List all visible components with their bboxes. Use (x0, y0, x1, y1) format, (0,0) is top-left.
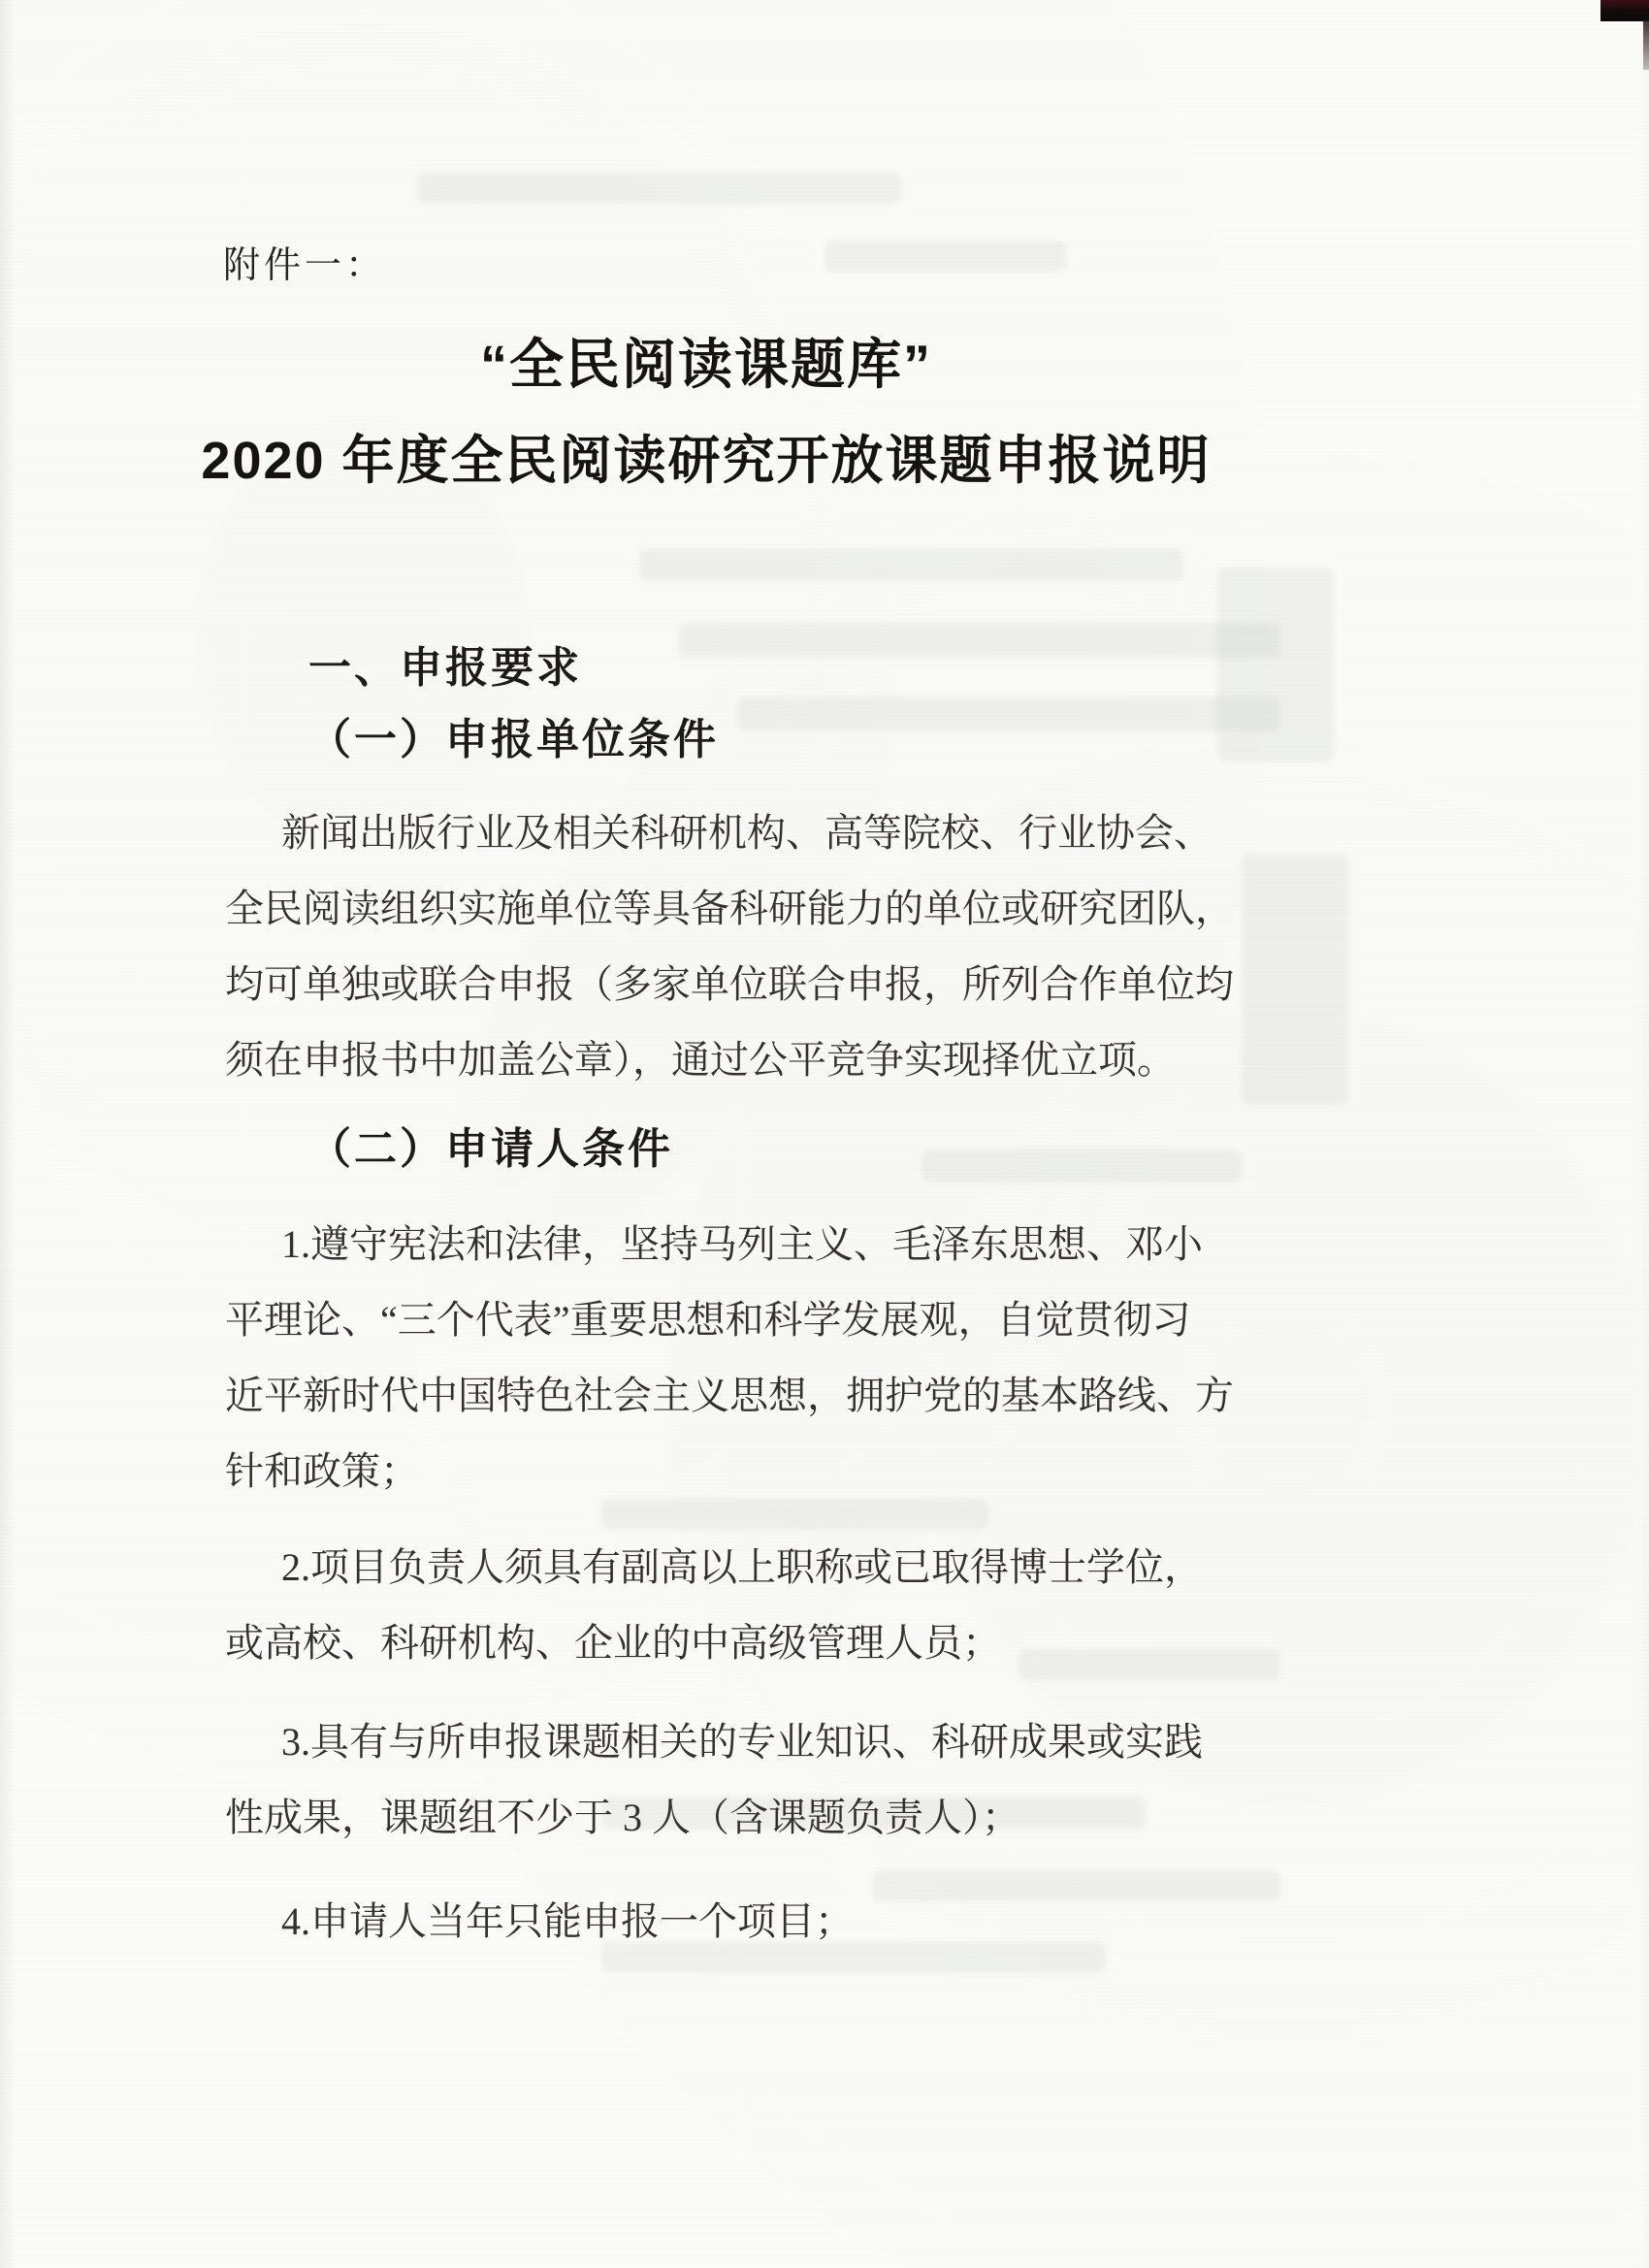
paragraph-unit-conditions (225, 795, 1292, 1098)
bleedthrough-artifact (417, 173, 902, 204)
bleedthrough-artifact (640, 548, 1183, 581)
scan-edge-artifact (1643, 19, 1649, 70)
applicant-condition-item-4 (225, 1884, 1292, 1960)
text-line: 全民阅读组织实施单位等具备科研能力的单位或研究团队， (225, 887, 1234, 930)
text-line: 性成果，课题组不少于 3 人（含课题负责人）； (225, 1796, 1020, 1839)
subsection-2-heading: （二）申请人条件 (308, 1125, 673, 1173)
text-line: 平理论、“三个代表”重要思想和科学发展观，自觉贯彻习 (225, 1298, 1191, 1342)
text-line: 3.具有与所申报课题相关的专业知识、科研成果或实践 (281, 1720, 1203, 1764)
text-line: 新闻出版行业及相关科研机构、高等院校、行业协会、 (281, 811, 1212, 855)
bleedthrough-artifact (1217, 567, 1334, 761)
text-line: 2.项目负责人须具有副高以上职称或已取得博士学位， (281, 1545, 1203, 1589)
text-line: 1.遵守宪法和法律，坚持马列主义、毛泽东思想、邓小 (281, 1222, 1203, 1266)
bleedthrough-artifact (737, 697, 1280, 731)
attachment-label: 附件一： (223, 245, 387, 286)
scan-corner-artifact (1600, 0, 1649, 21)
applicant-condition-item-1 (225, 1207, 1292, 1509)
text-line: 4.申请人当年只能申报一个项目； (281, 1899, 854, 1943)
subsection-1-heading: （一）申报单位条件 (308, 716, 719, 763)
text-line: 须在申报书中加盖公章），通过公平竞争实现择优立项。 (225, 1038, 1176, 1082)
document-title-line1: “全民阅读课题库” (480, 334, 932, 395)
bleedthrough-artifact (824, 241, 1067, 272)
document-title-line2: 2020 年度全民阅读研究开放课题申报说明 (201, 432, 1212, 490)
section-1-heading: 一、申报要求 (308, 644, 582, 692)
bleedthrough-artifact (922, 1150, 1242, 1183)
text-line: 均可单独或联合申报（多家单位联合申报，所列合作单位均 (225, 962, 1234, 1006)
applicant-condition-item-2 (225, 1530, 1292, 1681)
text-line: 近平新时代中国特色社会主义思想，拥护党的基本路线、方 (225, 1374, 1234, 1417)
text-line: 针和政策； (225, 1449, 419, 1493)
applicant-condition-item-3 (225, 1704, 1292, 1856)
bleedthrough-artifact (679, 623, 1280, 658)
text-line: 或高校、科研机构、企业的中高级管理人员； (225, 1621, 1001, 1665)
